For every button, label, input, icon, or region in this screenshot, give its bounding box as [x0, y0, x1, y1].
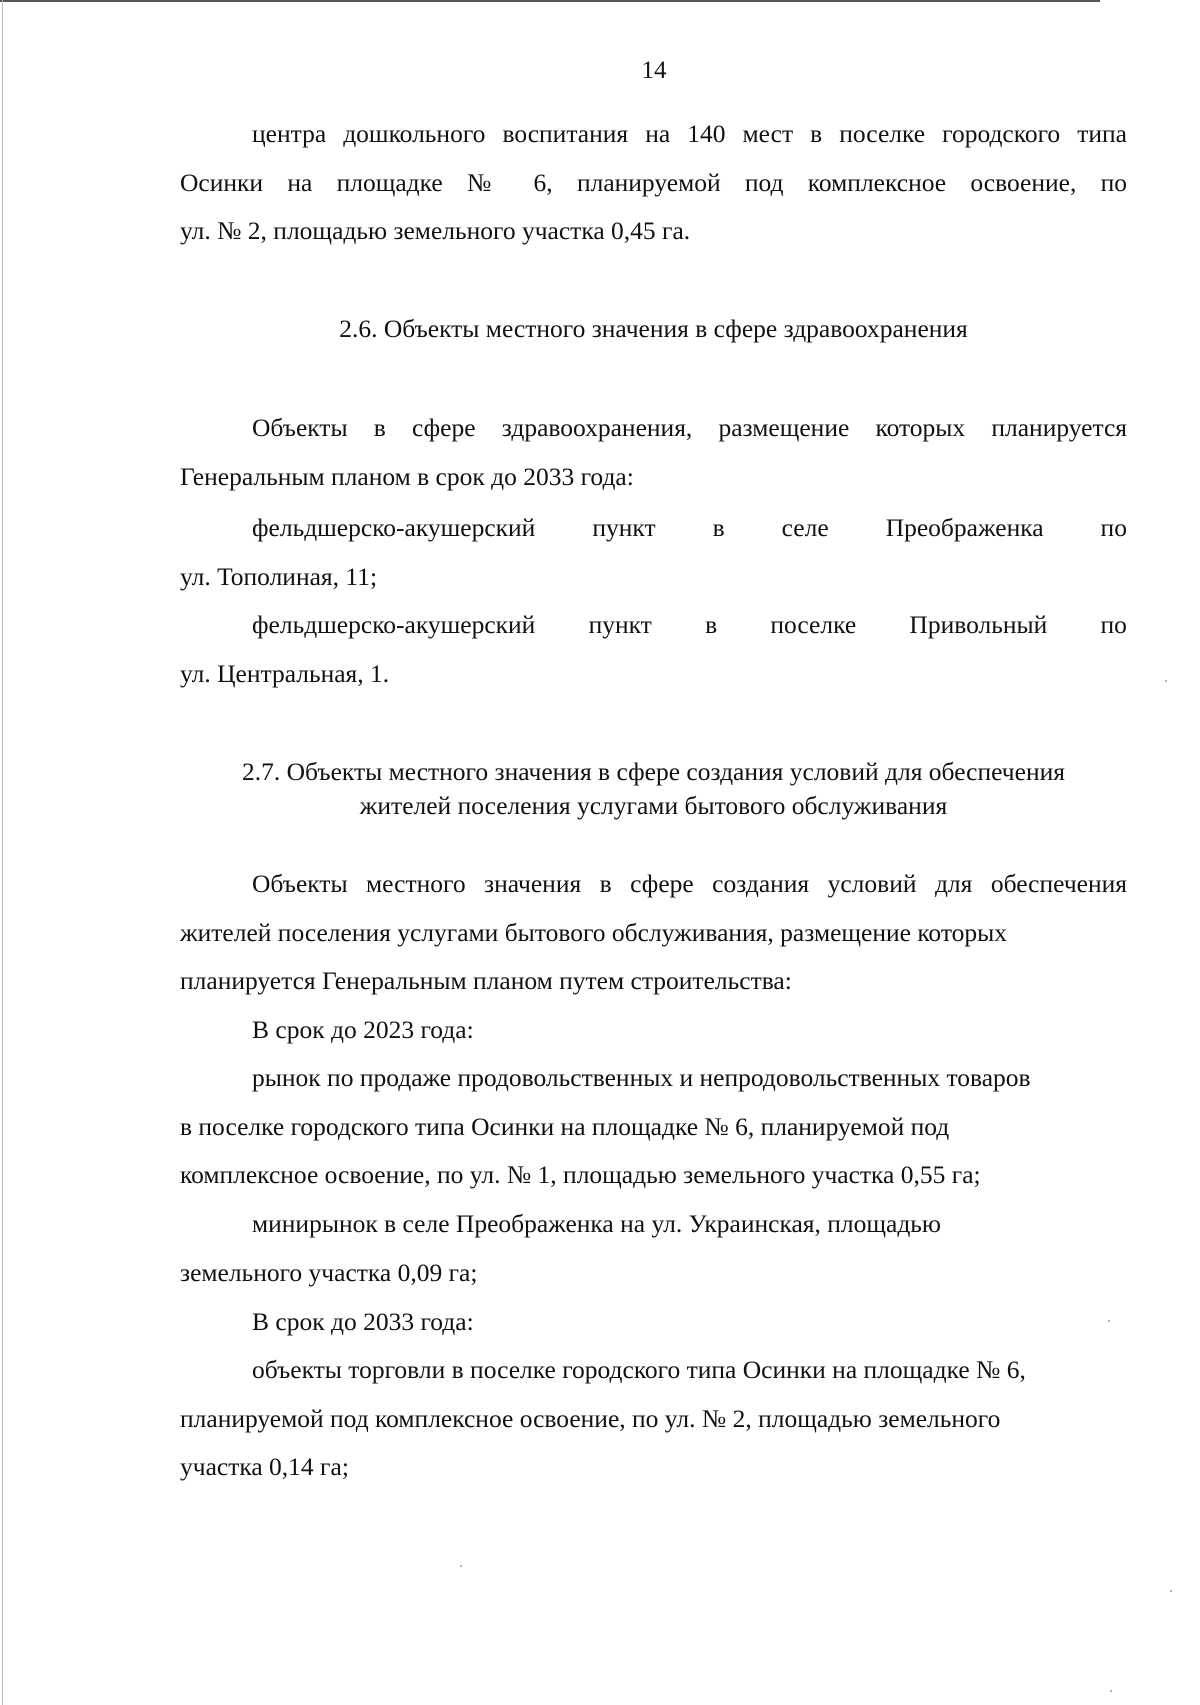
market-line: в поселке городского типа Осинки на площадке № 6, планируемой под: [180, 1111, 950, 1141]
market-line: рынок по продаже продовольственных и непродовольственных товаров: [252, 1063, 1031, 1092]
scan-speck: [1165, 680, 1167, 682]
trade-line: планируемой под комплексное освоение, по ул. № 2, площадью земельного: [180, 1403, 1001, 1433]
section-2-6-intro: [180, 404, 1127, 501]
health-item-1-word: Преображенка: [885, 513, 1044, 542]
minimarket-line: минирынок в селе Преображенка на ул. Украинская, площадью: [252, 1209, 941, 1238]
intro-paragraph: [180, 110, 1127, 256]
term-2033: В срок до 2033 года:: [252, 1307, 474, 1336]
trade-paragraph: [180, 1346, 1127, 1492]
intro-line: ул. № 2, площадью земельного участка 0,45 га.: [180, 216, 691, 245]
section-heading-2-7: [180, 755, 1127, 823]
minimarket-paragraph: [180, 1200, 1127, 1297]
scan-speck: [1170, 1590, 1172, 1592]
health-item-1-word: в: [712, 513, 725, 542]
section-heading-2-7-line: жителей поселения услугами бытового обслуживания: [359, 791, 948, 820]
health-item-1-word: фельдшерско-акушерский: [252, 513, 536, 542]
minimarket-line: земельного участка 0,09 га;: [180, 1257, 478, 1287]
section-2-7-intro-line: жителей поселения услугами бытового обслуживания, размещение которых: [180, 917, 1008, 947]
market-line: комплексное освоение, по ул. № 1, площадью земельного участка 0,55 га;: [180, 1160, 981, 1189]
health-item-1-continuation: ул. Тополиная, 11;: [180, 562, 378, 591]
health-item-1-word: по: [1100, 513, 1127, 542]
health-item-1: [252, 513, 1127, 543]
section-heading-2-6: 2.6. Объекты местного значения в сфере здравоохранения: [339, 314, 968, 343]
scan-speck: [1110, 1690, 1112, 1692]
health-item-2-word: фельдшерско-акушерский: [252, 610, 536, 639]
trade-line: объекты торговли в поселке городского типа Осинки на площадке № 6,: [252, 1355, 1026, 1384]
section-heading-2-7-line: 2.7. Объекты местного значения в сфере создания условий для обеспечения: [242, 757, 1065, 786]
page-number: 14: [641, 57, 667, 84]
health-item-1-word: пункт: [592, 513, 656, 542]
intro-line: Осинки на площадке № 6, планируемой под комплексное освоение, по: [180, 167, 1127, 197]
section-2-7-intro-line: планируется Генеральным планом путем строительства:: [180, 966, 792, 995]
health-item-1-word: селе: [781, 513, 829, 542]
scan-speck: [1108, 1320, 1110, 1322]
scan-edge-left: [2, 0, 3, 1705]
market-paragraph: [180, 1054, 1127, 1200]
intro-line: центра дошкольного воспитания на 140 мест в поселке городского типа: [252, 119, 1127, 148]
health-item-2-word: в: [705, 610, 718, 639]
section-2-7-intro-line: Объекты местного значения в сфере создания условий для обеспечения: [252, 869, 1127, 898]
health-item-2-word: Привольный: [909, 610, 1048, 639]
health-item-2-continuation: ул. Центральная, 1.: [180, 659, 390, 688]
section-2-6-intro-line: Объекты в сфере здравоохранения, размещение которых планируется: [252, 413, 1127, 442]
scan-edge-top: [0, 0, 1100, 2]
section-2-7-intro: [180, 860, 1127, 1006]
health-item-2: [252, 610, 1127, 640]
term-2023: В срок до 2023 года:: [252, 1015, 474, 1044]
health-item-2-word: пункт: [588, 610, 652, 639]
health-item-2-word: по: [1100, 610, 1127, 639]
health-item-2-word: поселке: [770, 610, 857, 639]
section-2-6-intro-line: Генеральным планом в срок до 2033 года:: [180, 461, 634, 491]
scan-speck: [460, 1565, 462, 1567]
trade-line: участка 0,14 га;: [180, 1452, 349, 1481]
